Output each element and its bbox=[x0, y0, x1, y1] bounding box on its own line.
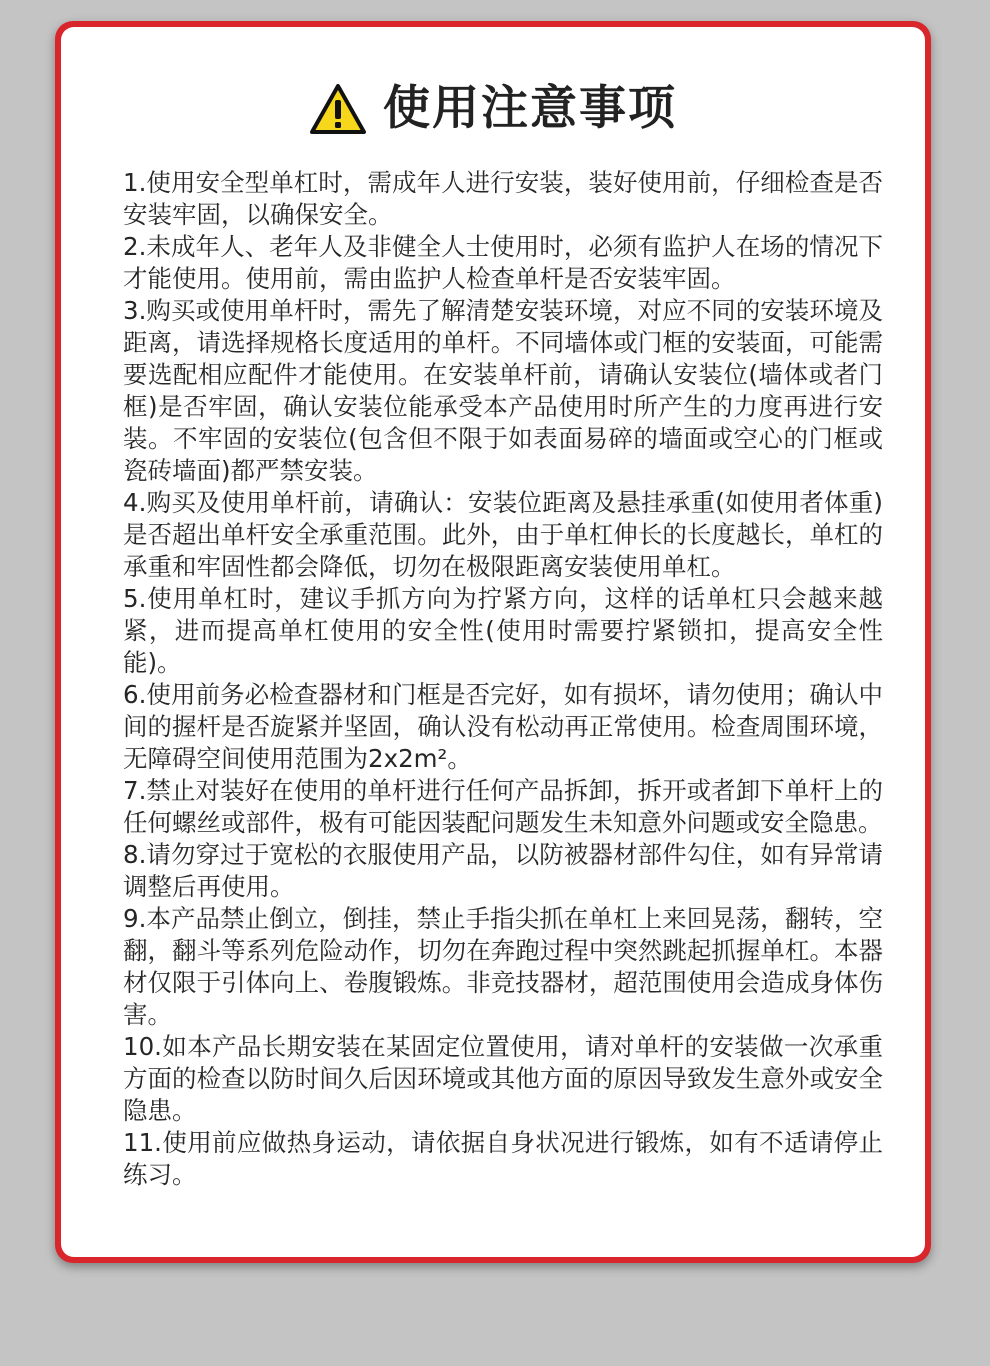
notice-item-2: 2.未成年人、老年人及非健全人士使用时，必须有监护人在场的情况下才能使用。使用前，需由监护人检查单杆是否安装牢固。 bbox=[123, 232, 883, 293]
warning-triangle-icon bbox=[309, 83, 367, 135]
notice-item-7: 7.禁止对装好在使用的单杆进行任何产品拆卸，拆开或者卸下单杆上的任何螺丝或部件，极有可能因装配问题发生未知意外问题或安全隐患。 bbox=[123, 776, 883, 837]
notice-item-6: 6.使用前务必检查器材和门框是否完好，如有损坏，请勿使用；确认中间的握杆是否旋紧并坚固，确认没有松动再正常使用。检查周围环境，无障碍空间使用范围为2x2m²。 bbox=[123, 680, 883, 773]
page-title: 使用注意事项 bbox=[383, 81, 677, 136]
notice-item-10: 10.如本产品长期安装在某固定位置使用，请对单杆的安装做一次承重方面的检查以防时间久后因环境或其他方面的原因导致发生意外或安全隐患。 bbox=[123, 1032, 883, 1125]
notice-item-8: 8.请勿穿过于宽松的衣服使用产品，以防被器材部件勾住，如有异常请调整后再使用。 bbox=[123, 840, 883, 901]
notice-card-border bbox=[55, 21, 931, 1263]
notice-card bbox=[61, 27, 925, 1257]
notice-item-9: 9.本产品禁止倒立，倒挂，禁止手指尖抓在单杠上来回晃荡，翻转，空翻，翻斗等系列危险动作，切勿在奔跑过程中突然跳起抓握单杠。本器材仅限于引体向上、卷腹锻炼。非竞技器材，超范围使用会造成身体伤害。 bbox=[123, 904, 883, 1029]
notice-item-3: 3.购买或使用单杆时，需先了解清楚安装环境，对应不同的安装环境及距离，请选择规格长度适用的单杆。不同墙体或门框的安装面，可能需要选配相应配件才能使用。在安装单杆前，请确认安装位(墙体或者门框)是否牢固，确认安装位能承受本产品使用时所产生的力度再进行安装。不牢固的安装位(包含但不限于如表面易碎的墙面或空心的门框或瓷砖墙面)都严禁安装。 bbox=[123, 296, 883, 485]
notice-list bbox=[123, 167, 883, 1191]
notice-item-11: 11.使用前应做热身运动，请依据自身状况进行锻炼，如有不适请停止练习。 bbox=[123, 1128, 883, 1189]
notice-item-1: 1.使用安全型单杠时，需成年人进行安装，装好使用前，仔细检查是否安装牢固，以确保安全。 bbox=[123, 168, 883, 229]
notice-item-5: 5.使用单杠时，建议手抓方向为拧紧方向，这样的话单杠只会越来越紧，进而提高单杠使用的安全性(使用时需要拧紧锁扣，提高安全性能)。 bbox=[123, 584, 883, 677]
notice-item-4: 4.购买及使用单杆前，请确认：安装位距离及悬挂承重(如使用者体重)是否超出单杆安全承重范围。此外，由于单杠伸长的长度越长，单杠的承重和牢固性都会降低，切勿在极限距离安装使用单杠。 bbox=[123, 488, 883, 581]
title-row bbox=[61, 79, 925, 139]
